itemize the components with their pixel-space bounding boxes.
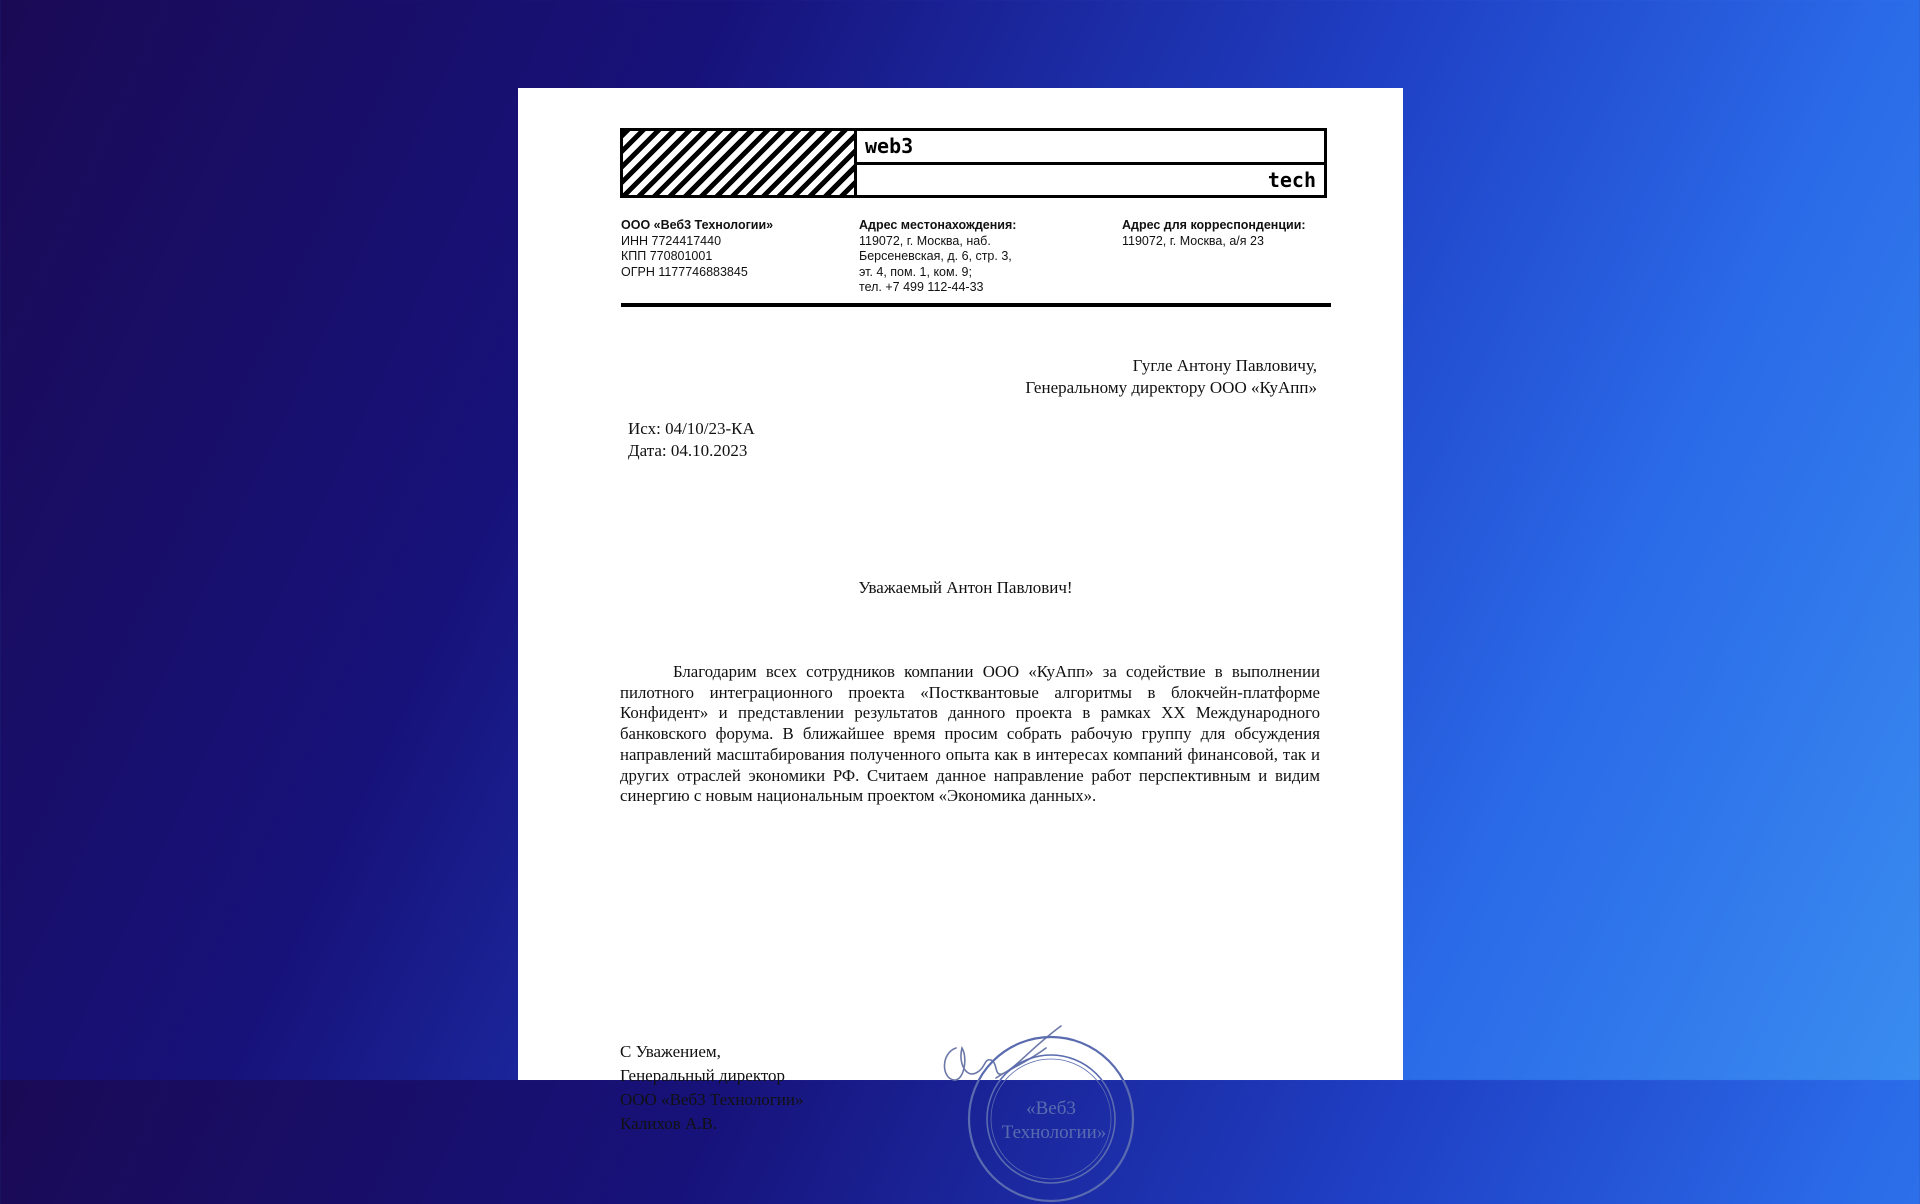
- correspondence-address: [1122, 218, 1306, 249]
- letter-sheet: [518, 88, 1403, 1143]
- location-title: Адрес местонахождения:: [859, 218, 1017, 232]
- location-address: [859, 218, 1016, 296]
- closing-regards: С Уважением,: [620, 1042, 721, 1061]
- correspondence-line: 119072, г. Москва, а/я 23: [1122, 233, 1264, 248]
- signer-name: Калихов А.В.: [620, 1114, 718, 1133]
- company-ogrn: ОГРН 1177746883845: [621, 264, 748, 279]
- company-inn: ИНН 7724417440: [621, 233, 722, 248]
- closing-block: [620, 1040, 803, 1136]
- outgoing-date: Дата: 04.10.2023: [628, 441, 748, 460]
- logo-text-block: [857, 131, 1324, 195]
- company-kpp: КПП 770801001: [621, 249, 713, 263]
- addressee-name: Гугле Антону Павловичу,: [1132, 356, 1317, 375]
- salutation: Уважаемый Антон Павлович!: [858, 578, 1073, 597]
- location-line: 119072, г. Москва, наб.: [859, 233, 991, 248]
- correspondence-title: Адрес для корреспонденции:: [1122, 218, 1306, 232]
- company-name: ООО «Веб3 Технологии»: [621, 218, 774, 232]
- header-divider: [621, 303, 1331, 307]
- logo-top-text: web3: [857, 131, 1324, 165]
- signer-company: ООО «Веб3 Технологии»: [620, 1090, 804, 1109]
- location-line: эт. 4, пом. 1, ком. 9;: [859, 264, 972, 279]
- signer-position: Генеральный директор: [620, 1066, 786, 1085]
- location-line: Берсеневская, д. 6, стр. 3,: [859, 249, 1012, 263]
- company-logo: [620, 128, 1327, 198]
- outgoing-number: Исх: 04/10/23-КА: [628, 419, 755, 438]
- location-phone: тел. +7 499 112-44-33: [859, 280, 984, 294]
- company-stamp-icon: [966, 1034, 1136, 1204]
- outgoing-info: [628, 418, 755, 462]
- logo-bottom-text: tech: [1267, 168, 1316, 192]
- company-requisites: [621, 218, 773, 280]
- stamp-text-line2: Технологии»: [1001, 1122, 1107, 1143]
- addressee-block: [1025, 355, 1317, 399]
- stamp-text-line1: «Веб3: [1026, 1098, 1076, 1119]
- addressee-position: Генеральному директору ООО «КуАпп»: [1025, 378, 1317, 397]
- letter-body: Благодарим всех сотрудников компании ООО «КуАпп» за содействие в выполнении пилотного интеграционного проекта «Постквантовые алгоритмы в блокчейн-платформе Конфидент» и представлении результатов данного проекта в рамках XX Международного банковского форума. В ближайшее время просим собрать рабочую группу для обсуждения направлений масштабирования полученного опыта как в интересах компаний финансовой, так и других отраслей экономики РФ. Считаем данное направление работ перспективным и видим синергию с новым национальным проектом «Экономика данных».: [620, 662, 1320, 806]
- logo-hatch-pattern: [623, 131, 857, 195]
